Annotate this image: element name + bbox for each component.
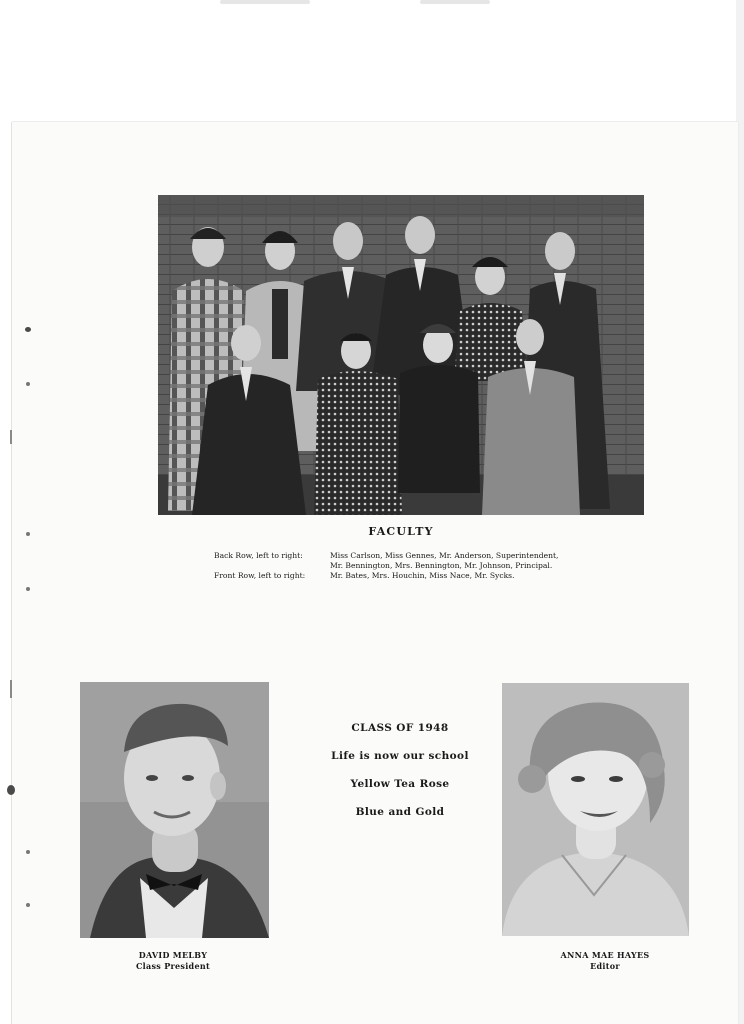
binder-hole-mark — [26, 903, 30, 907]
binder-hole-mark — [7, 785, 15, 795]
binder-hole-mark — [25, 327, 31, 332]
roster-row-front — [214, 571, 634, 581]
class-colors: Blue and Gold — [355, 806, 445, 818]
binder-hole-mark — [26, 532, 30, 536]
portrait-caption-right — [540, 950, 670, 972]
scanner-margin — [0, 0, 744, 122]
roster-names: Mr. Bennington, Mrs. Bennington, Mr. Johnson, Principal. — [330, 561, 553, 570]
roster-label: Front Row, left to right: — [214, 571, 306, 580]
edge-mark — [10, 680, 12, 698]
portrait-editor — [502, 683, 689, 936]
roster-row-back — [214, 551, 634, 571]
class-motto: Life is now our school — [331, 750, 469, 762]
class-title: CLASS OF 1948 — [351, 722, 449, 734]
faculty-roster — [214, 551, 634, 581]
faculty-group-photo — [158, 195, 644, 515]
faculty-heading: FACULTY — [368, 525, 434, 538]
roster-names: Miss Carlson, Miss Gennes, Mr. Anderson, Superintendent, — [330, 551, 559, 560]
student-name: ANNA MAE HAYES — [560, 950, 650, 960]
binder-hole-mark — [26, 587, 30, 591]
portrait-class-president — [80, 682, 269, 938]
binder-hole-mark — [26, 850, 30, 854]
portrait-caption-left — [110, 950, 236, 972]
roster-label: Back Row, left to right: — [214, 551, 303, 560]
student-role: Editor — [590, 961, 620, 971]
roster-names: Mr. Bates, Mrs. Houchin, Miss Nace, Mr. Sycks. — [330, 571, 515, 580]
class-info — [290, 722, 510, 834]
edge-mark — [10, 430, 12, 444]
binder-hole-mark — [26, 382, 30, 386]
student-name: DAVID MELBY — [138, 950, 208, 960]
student-role: Class President — [136, 961, 210, 971]
class-flower: Yellow Tea Rose — [350, 778, 450, 790]
